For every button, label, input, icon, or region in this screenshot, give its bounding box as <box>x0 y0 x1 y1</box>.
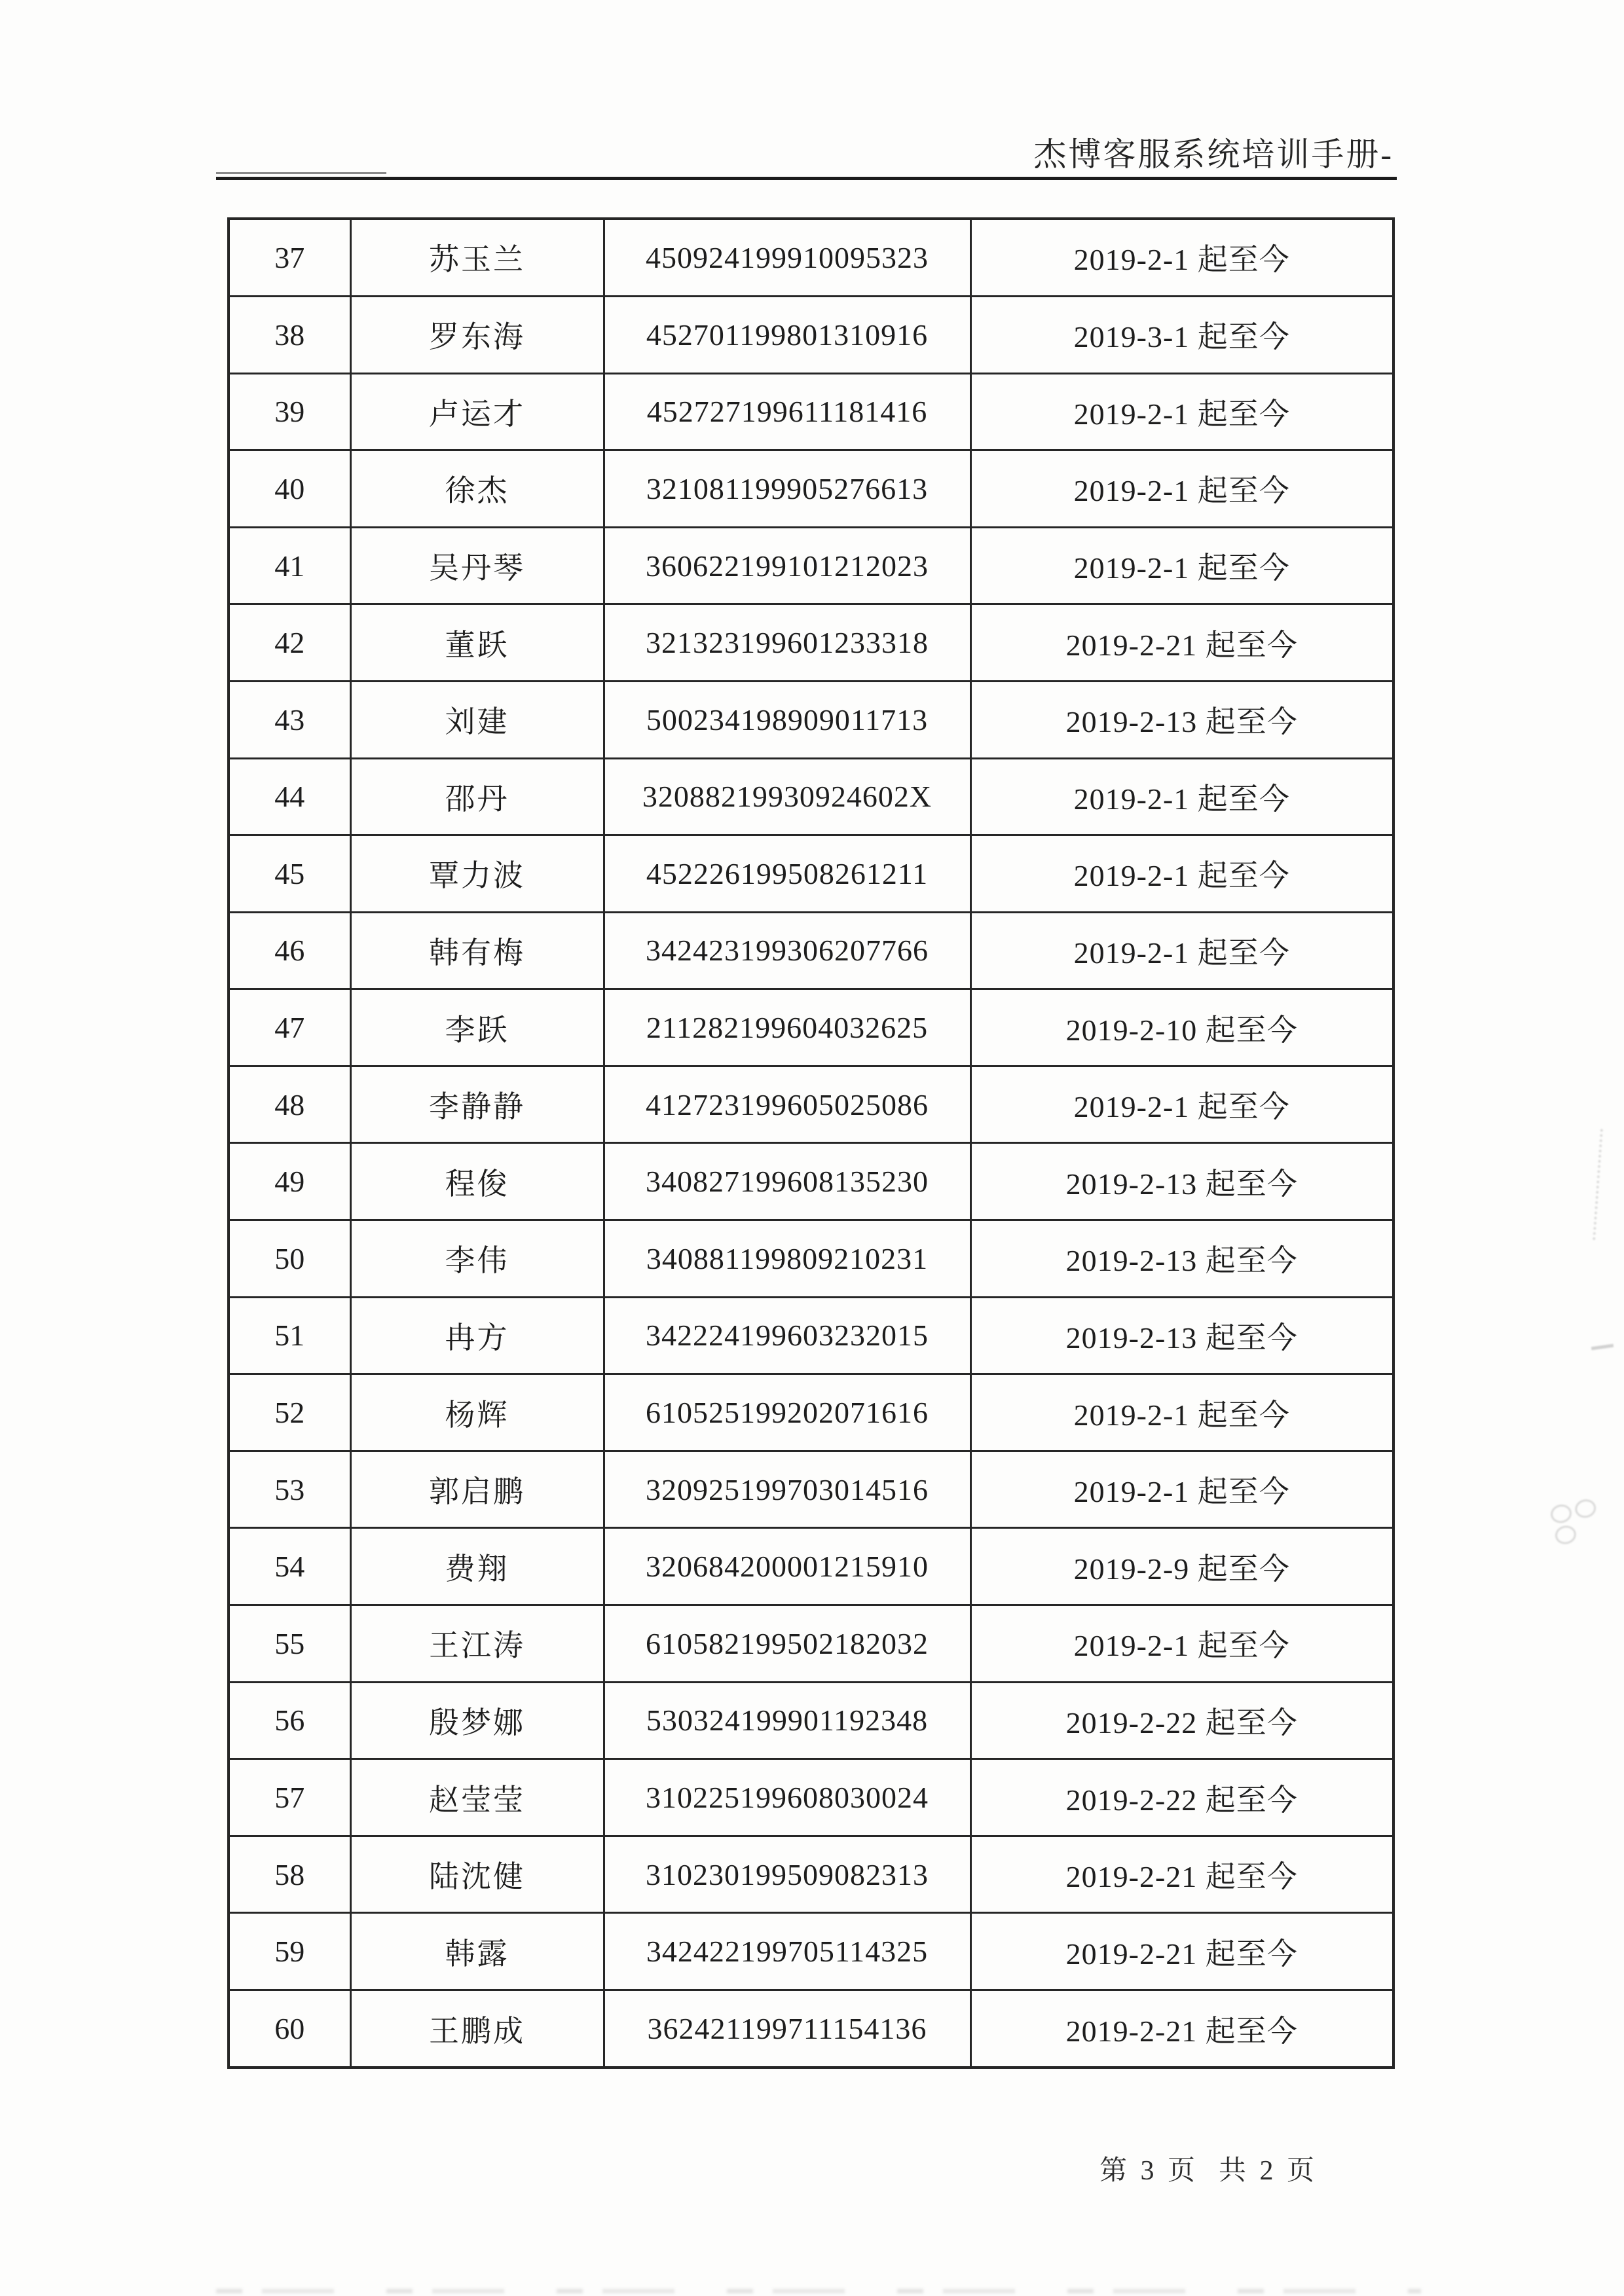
row-number-cell: 39 <box>229 373 350 450</box>
id-number-cell: 211282199604032625 <box>604 989 970 1066</box>
employment-period-cell: 2019-2-1 起至今 <box>970 1451 1393 1528</box>
id-number-cell: 500234198909011713 <box>604 681 970 758</box>
employment-period-cell: 2019-2-1 起至今 <box>970 758 1393 835</box>
employment-period-cell: 2019-2-13 起至今 <box>970 1297 1393 1374</box>
row-number-cell: 52 <box>229 1374 350 1451</box>
row-number-cell: 45 <box>229 835 350 913</box>
employment-period-cell: 2019-2-13 起至今 <box>970 1143 1393 1220</box>
id-number-cell: 321323199601233318 <box>604 604 970 682</box>
id-number-cell: 452727199611181416 <box>604 373 970 450</box>
table-row <box>229 681 1393 758</box>
document-header-title: 杰博客服系统培训手册- <box>1033 136 1393 173</box>
employment-period-cell: 2019-2-1 起至今 <box>970 1605 1393 1683</box>
id-number-cell: 310225199608030024 <box>604 1759 970 1836</box>
row-number-cell: 43 <box>229 681 350 758</box>
id-number-cell: 412723199605025086 <box>604 1066 970 1143</box>
id-number-cell: 362421199711154136 <box>604 1990 970 2068</box>
name-cell: 罗东海 <box>350 296 604 373</box>
id-number-cell: 610525199202071616 <box>604 1374 970 1451</box>
name-cell: 李伟 <box>350 1220 604 1298</box>
row-number-cell: 42 <box>229 604 350 682</box>
id-number-cell: 530324199901192348 <box>604 1682 970 1759</box>
table-row <box>229 1297 1393 1374</box>
staff-roster-table <box>227 217 1395 2069</box>
employment-period-cell: 2019-2-9 起至今 <box>970 1528 1393 1605</box>
table-row <box>229 604 1393 682</box>
table-row <box>229 1836 1393 1913</box>
name-cell: 邵丹 <box>350 758 604 835</box>
id-number-cell: 342224199603232015 <box>604 1297 970 1374</box>
table-row <box>229 1605 1393 1683</box>
scan-artifact-bottom-bleed <box>216 2289 1421 2293</box>
table-row <box>229 989 1393 1066</box>
employment-period-cell: 2019-2-21 起至今 <box>970 604 1393 682</box>
row-number-cell: 49 <box>229 1143 350 1220</box>
row-number-cell: 37 <box>229 219 350 296</box>
id-number-cell: 320684200001215910 <box>604 1528 970 1605</box>
row-number-cell: 56 <box>229 1682 350 1759</box>
name-cell: 董跃 <box>350 604 604 682</box>
table-row <box>229 1682 1393 1759</box>
id-number-cell: 340881199809210231 <box>604 1220 970 1298</box>
scan-artifact-right-dash <box>1591 1344 1614 1351</box>
row-number-cell: 54 <box>229 1528 350 1605</box>
employment-period-cell: 2019-2-1 起至今 <box>970 1374 1393 1451</box>
table-row <box>229 296 1393 373</box>
table-row <box>229 1143 1393 1220</box>
table-row <box>229 1374 1393 1451</box>
employment-period-cell: 2019-2-21 起至今 <box>970 1913 1393 1990</box>
id-number-cell: 340827199608135230 <box>604 1143 970 1220</box>
row-number-cell: 58 <box>229 1836 350 1913</box>
table-row <box>229 1990 1393 2068</box>
table-row <box>229 373 1393 450</box>
employment-period-cell: 2019-2-1 起至今 <box>970 373 1393 450</box>
employment-period-cell: 2019-2-21 起至今 <box>970 1990 1393 2068</box>
name-cell: 李静静 <box>350 1066 604 1143</box>
row-number-cell: 47 <box>229 989 350 1066</box>
id-number-cell: 610582199502182032 <box>604 1605 970 1683</box>
footer-page-number: 第 3 页 共 2 页 <box>1099 2156 1318 2186</box>
scan-artifact-right-squiggle <box>1593 1129 1615 1241</box>
id-number-cell: 321081199905276613 <box>604 450 970 528</box>
row-number-cell: 53 <box>229 1451 350 1528</box>
name-cell: 吴丹琴 <box>350 527 604 604</box>
name-cell: 李跃 <box>350 989 604 1066</box>
name-cell: 陆沈健 <box>350 1836 604 1913</box>
id-number-cell: 360622199101212023 <box>604 527 970 604</box>
id-number-cell: 450924199910095323 <box>604 219 970 296</box>
id-number-cell: 32088219930924602X <box>604 758 970 835</box>
header-rule <box>216 177 1397 180</box>
employment-period-cell: 2019-2-1 起至今 <box>970 527 1393 604</box>
table-row <box>229 527 1393 604</box>
id-number-cell: 320925199703014516 <box>604 1451 970 1528</box>
name-cell: 冉方 <box>350 1297 604 1374</box>
table-row <box>229 835 1393 913</box>
employment-period-cell: 2019-2-1 起至今 <box>970 835 1393 913</box>
employment-period-cell: 2019-2-13 起至今 <box>970 1220 1393 1298</box>
row-number-cell: 51 <box>229 1297 350 1374</box>
employment-period-cell: 2019-2-21 起至今 <box>970 1836 1393 1913</box>
table-row <box>229 1913 1393 1990</box>
row-number-cell: 46 <box>229 912 350 989</box>
employment-period-cell: 2019-2-1 起至今 <box>970 1066 1393 1143</box>
id-number-cell: 342422199705114325 <box>604 1913 970 1990</box>
name-cell: 韩有梅 <box>350 912 604 989</box>
row-number-cell: 60 <box>229 1990 350 2068</box>
name-cell: 徐杰 <box>350 450 604 528</box>
staff-roster-table-body <box>229 219 1393 2068</box>
name-cell: 郭启鹏 <box>350 1451 604 1528</box>
name-cell: 费翔 <box>350 1528 604 1605</box>
name-cell: 程俊 <box>350 1143 604 1220</box>
row-number-cell: 38 <box>229 296 350 373</box>
employment-period-cell: 2019-2-10 起至今 <box>970 989 1393 1066</box>
table-row <box>229 1528 1393 1605</box>
name-cell: 卢运才 <box>350 373 604 450</box>
header-rule-scan-echo <box>216 172 386 174</box>
row-number-cell: 55 <box>229 1605 350 1683</box>
table-row <box>229 1220 1393 1298</box>
employment-period-cell: 2019-3-1 起至今 <box>970 296 1393 373</box>
row-number-cell: 50 <box>229 1220 350 1298</box>
row-number-cell: 40 <box>229 450 350 528</box>
employment-period-cell: 2019-2-1 起至今 <box>970 219 1393 296</box>
table-row <box>229 219 1393 296</box>
id-number-cell: 310230199509082313 <box>604 1836 970 1913</box>
id-number-cell: 342423199306207766 <box>604 912 970 989</box>
table-row <box>229 450 1393 528</box>
employment-period-cell: 2019-2-1 起至今 <box>970 450 1393 528</box>
name-cell: 韩露 <box>350 1913 604 1990</box>
row-number-cell: 59 <box>229 1913 350 1990</box>
row-number-cell: 48 <box>229 1066 350 1143</box>
id-number-cell: 452226199508261211 <box>604 835 970 913</box>
name-cell: 殷梦娜 <box>350 1682 604 1759</box>
name-cell: 王江涛 <box>350 1605 604 1683</box>
table-row <box>229 1066 1393 1143</box>
name-cell: 苏玉兰 <box>350 219 604 296</box>
scan-artifact-right-circles <box>1549 1492 1624 1530</box>
table-row <box>229 1451 1393 1528</box>
name-cell: 王鹏成 <box>350 1990 604 2068</box>
name-cell: 刘建 <box>350 681 604 758</box>
table-row <box>229 758 1393 835</box>
employment-period-cell: 2019-2-13 起至今 <box>970 681 1393 758</box>
employment-period-cell: 2019-2-22 起至今 <box>970 1682 1393 1759</box>
table-row <box>229 912 1393 989</box>
name-cell: 杨辉 <box>350 1374 604 1451</box>
row-number-cell: 44 <box>229 758 350 835</box>
employment-period-cell: 2019-2-1 起至今 <box>970 912 1393 989</box>
row-number-cell: 57 <box>229 1759 350 1836</box>
id-number-cell: 452701199801310916 <box>604 296 970 373</box>
table-row <box>229 1759 1393 1836</box>
row-number-cell: 41 <box>229 527 350 604</box>
name-cell: 覃力波 <box>350 835 604 913</box>
employment-period-cell: 2019-2-22 起至今 <box>970 1759 1393 1836</box>
name-cell: 赵莹莹 <box>350 1759 604 1836</box>
